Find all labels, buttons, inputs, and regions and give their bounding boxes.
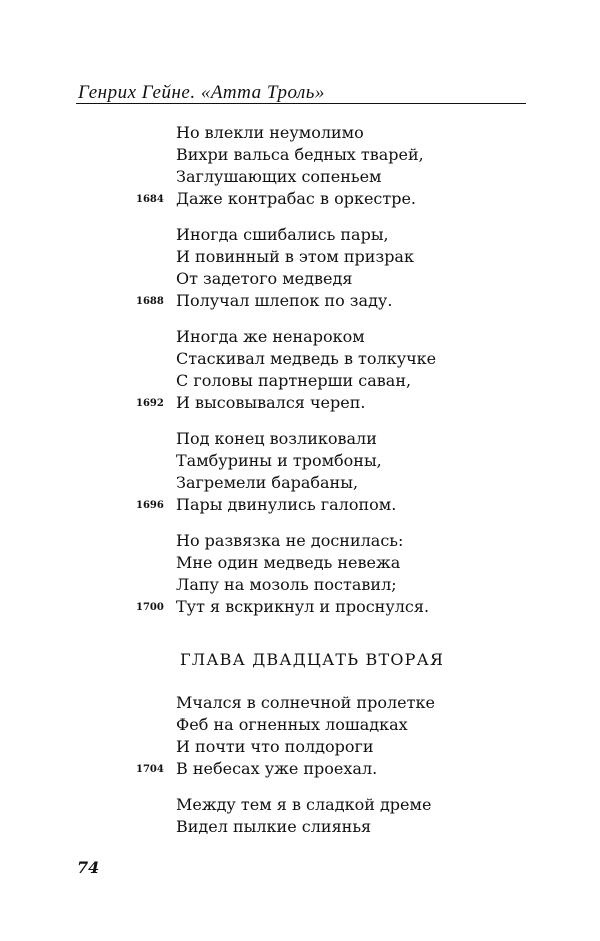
verse-line [136, 290, 556, 312]
verse-text: От задетого медведя [176, 269, 353, 288]
verse-text: И почти что полдороги [176, 737, 374, 756]
verse-line [176, 224, 556, 246]
verse-text: Даже контрабас в оркестре. [176, 189, 417, 208]
line-number: 1700 [136, 602, 164, 613]
verse-line [176, 246, 556, 268]
page-number: 74 [77, 858, 100, 877]
verse-text: В небесах уже проехал. [176, 759, 378, 778]
verse-text: Тамбурины и тромбоны, [176, 451, 382, 470]
verse-line [176, 574, 556, 596]
stanza [136, 122, 556, 210]
verse-text: Между тем я в сладкой дреме [176, 795, 432, 814]
line-number: 1684 [136, 194, 164, 205]
verse-text: Но развязка не доснилась: [176, 531, 404, 550]
stanzas-after-chapter [136, 692, 556, 838]
stanza [136, 692, 556, 780]
verse-text: И повинный в этом призрак [176, 247, 414, 266]
verse-line [176, 736, 556, 758]
verse-text: Лапу на мозоль поставил; [176, 575, 397, 594]
chapter-title: ГЛАВА ДВАДЦАТЬ ВТОРАЯ [180, 650, 445, 669]
verse-line [176, 472, 556, 494]
stanzas-before-chapter [136, 122, 556, 618]
verse-line [136, 392, 556, 414]
stanza [136, 224, 556, 312]
line-number: 1704 [136, 764, 164, 775]
stanza [176, 794, 556, 838]
stanza [136, 530, 556, 618]
verse-line [176, 530, 556, 552]
verse-line [176, 144, 556, 166]
verse-line [136, 596, 556, 618]
verse-line [176, 370, 556, 392]
verse-text: Под конец возликовали [176, 429, 377, 448]
line-number: 1688 [136, 296, 164, 307]
header-rule [76, 103, 526, 104]
verse-line [136, 494, 556, 516]
verse-text: С головы партнерши саван, [176, 371, 412, 390]
verse-line [136, 188, 556, 210]
verse-text: Пары двинулись галопом. [176, 495, 397, 514]
verse-text: Стаскивал медведь в толкучке [176, 349, 437, 368]
poem-body [136, 122, 556, 852]
stanza [136, 428, 556, 516]
line-number: 1696 [136, 500, 164, 511]
verse-text: Мне один медведь невежа [176, 553, 401, 572]
stanza [136, 326, 556, 414]
running-header: Генрих Гейне. «Атта Троль» [78, 82, 325, 103]
line-number: 1692 [136, 398, 164, 409]
verse-line [176, 268, 556, 290]
verse-text: Мчался в солнечной пролетке [176, 693, 435, 712]
verse-text: Вихри вальса бедных тварей, [176, 145, 424, 164]
verse-line [176, 348, 556, 370]
verse-line [176, 714, 556, 736]
verse-line [176, 428, 556, 450]
verse-text: И высовывался череп. [176, 393, 366, 412]
verse-text: Загремели барабаны, [176, 473, 359, 492]
verse-text: Феб на огненных лошадках [176, 715, 408, 734]
verse-line [176, 450, 556, 472]
verse-text: Иногда же ненароком [176, 327, 365, 346]
verse-line [176, 552, 556, 574]
verse-line [176, 794, 556, 816]
verse-line [176, 692, 556, 714]
verse-text: Иногда сшибались пары, [176, 225, 389, 244]
verse-line [176, 816, 556, 838]
verse-text: Но влекли неумолимо [176, 123, 364, 142]
verse-line [136, 758, 556, 780]
verse-text: Тут я вскрикнул и проснулся. [176, 597, 430, 616]
verse-line [176, 166, 556, 188]
verse-line [176, 326, 556, 348]
verse-text: Заглушающих сопеньем [176, 167, 382, 186]
verse-text: Видел пылкие слиянья [176, 817, 372, 836]
verse-line [176, 122, 556, 144]
verse-text: Получал шлепок по заду. [176, 291, 393, 310]
